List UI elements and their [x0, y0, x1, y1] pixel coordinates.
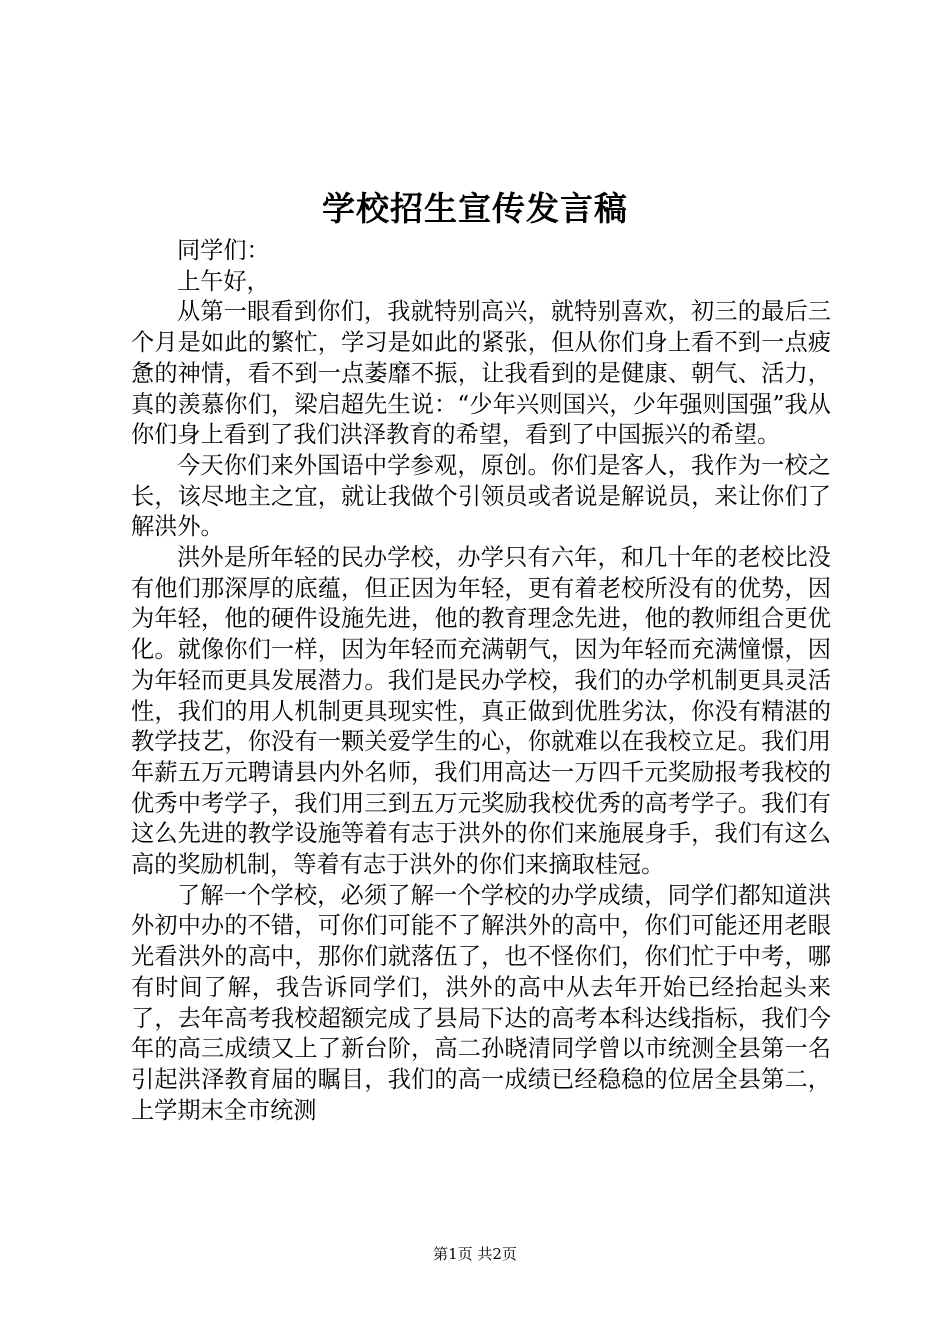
- body-paragraph: 洪外是所年轻的民办学校，办学只有六年，和几十年的老校比没有他们那深厚的底蕴，但正因为年轻，更有着老校所没有的优势，因为年轻，他的硬件设施先进，他的教育理念先进，他的教师组合更优化。就像你们一样，因为年轻而充满朝气，因为年轻而充满憧憬，因为年轻而更具发展潜力。我们是民办学校，我们的办学机制更具灵活性，我们的用人机制更具现实性，真正做到优胜劣汰，你没有精湛的教学技艺，你没有一颗关爱学生的心，你就难以在我校立足。我们用年薪五万元聘请县内外名师，我们用高达一万四千元奖励报考我校的优秀中考学子，我们用三到五万元奖励我校优秀的高考学子。我们有这么先进的教学设施等着有志于洪外的你们来施展身手，我们有这么高的奖励机制，等着有志于洪外的你们来摘取桂冠。: [131, 544, 831, 879]
- salutation-paragraph: 同学们：: [177, 237, 270, 264]
- greeting-paragraph: 上午好，: [177, 267, 270, 295]
- total-pages: 共2页: [477, 1245, 517, 1263]
- document-title: 学校招生宣传发言稿: [322, 189, 628, 228]
- page-footer: [0, 1244, 950, 1264]
- body-paragraph: 从第一眼看到你们，我就特别高兴，就特别喜欢，初三的最后三个月是如此的繁忙，学习是如此的紧张，但从你们身上看不到一点疲惫的神情，看不到一点萎靡不振，让我看到的是健康、朝气、活力，真的羡慕你们，梁启超先生说：“少年兴则国兴，少年强则国强”我从你们身上看到了我们洪泽教育的希望，看到了中国振兴的希望。: [131, 298, 831, 449]
- body-paragraph: 了解一个学校，必须了解一个学校的办学成绩，同学们都知道洪外初中办的不错，可你们可能不了解洪外的高中，你们可能还用老眼光看洪外的高中，那你们就落伍了，也不怪你们，你们忙于中考，哪有时间了解，我告诉同学们，洪外的高中从去年开始已经抬起头来了，去年高考我校超额完成了县局下达的高考本科达线指标，我们今年的高三成绩又上了新台阶，高二孙晓清同学曾以市统测全县第一名引起洪泽教育届的瞩目，我们的高一成绩已经稳稳的位居全县第二，上学期末全市统测: [131, 881, 831, 1124]
- page-number: 第1页: [433, 1245, 473, 1263]
- body-paragraph: 今天你们来外国语中学参观，原创。你们是客人，我作为一校之长，该尽地主之宜，就让我做个引领员或者说是解说员，来让你们了解洪外。: [131, 451, 831, 541]
- document-body: [131, 236, 831, 1126]
